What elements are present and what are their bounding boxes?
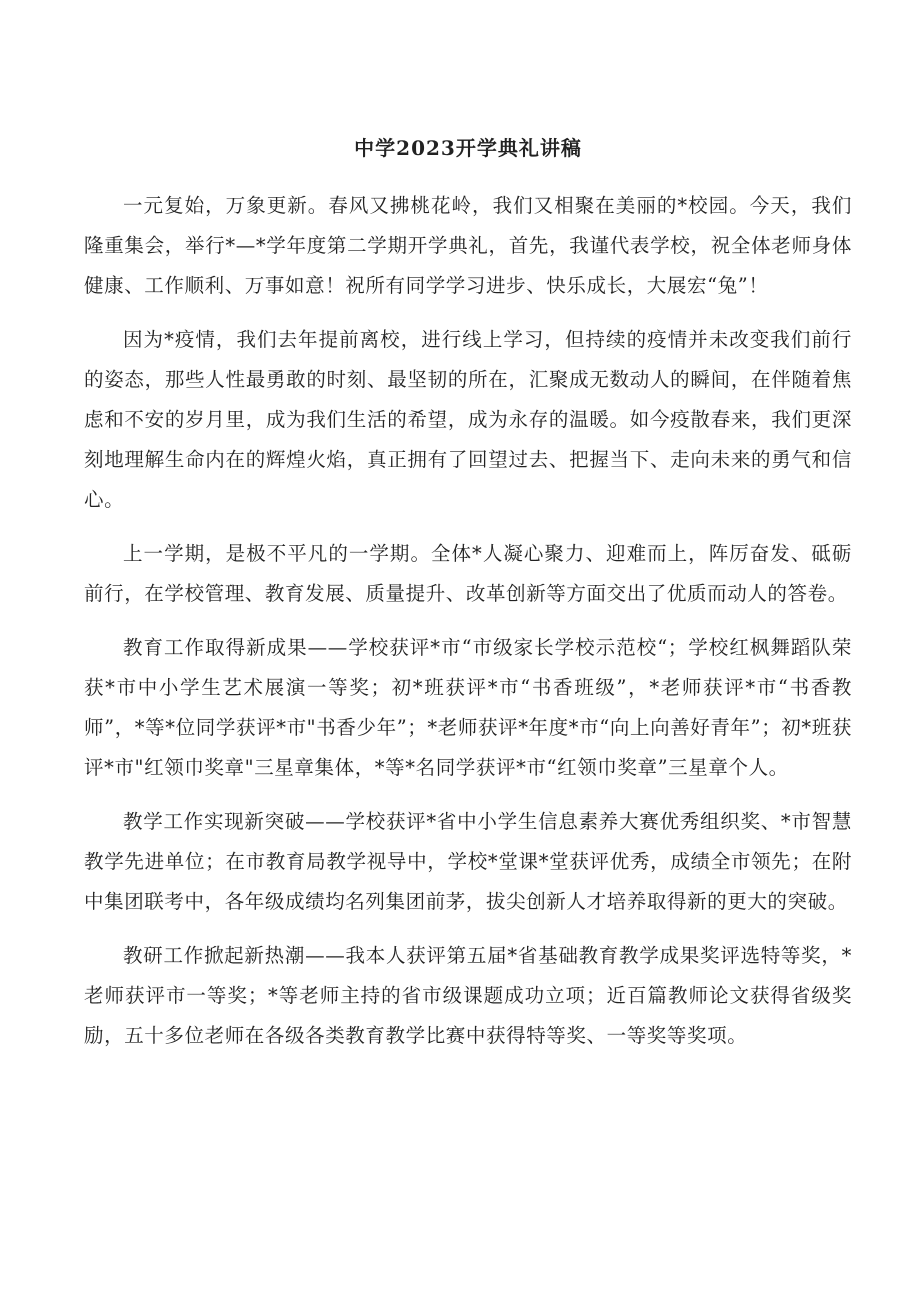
paragraph-teaching-breakthrough: 教学工作实现新突破——学校获评*省中小学生信息素养大赛优秀组织奖、*市智慧教学先进单位；在市教育局教学视导中，学校*堂课*堂获评优秀，成绩全市领先；在附中集团联考中，各年级成绩均名列集团前茅，拔尖创新人才培养取得新的更大的突破。 bbox=[84, 810, 852, 913]
paragraph-opening: 一元复始，万象更新。春风又拂桃花岭，我们又相聚在美丽的*校园。今天，我们隆重集会，举行*—*学年度第二学期开学典礼，首先，我谨代表学校，祝全体老师身体健康、工作顺利、万事如意！祝所有同学学习进步、快乐成长，大展宏“兔”！ bbox=[84, 194, 852, 297]
paragraph-research-upsurge: 教研工作掀起新热潮——我本人获评第五届*省基础教育教学成果奖评选特等奖，*老师获评市一等奖；*等老师主持的省市级课题成功立项；近百篇教师论文获得省级奖励，五十多位老师在各级各类教育教学比赛中获得特等奖、一等奖等奖项。 bbox=[84, 944, 852, 1047]
paragraph-last-semester: 上一学期，是极不平凡的一学期。全体*人凝心聚力、迎难而上，阵厉奋发、砥砺前行，在学校管理、教育发展、质量提升、改革创新等方面交出了优质而动人的答卷。 bbox=[84, 542, 852, 605]
document-page bbox=[84, 130, 852, 1070]
paragraph-education-achievements: 教育工作取得新成果——学校获评*市“市级家长学校示范校“；学校红枫舞蹈队荣获*市中小学生艺术展演一等奖；初*班获评*市“书香班级”，*老师获评*市“书香教师”，*等*位同学获评*市"书香少年”；*老师获评*年度*市“向上向善好青年”；初*班获评*市"红领巾奖章"三星章集体，*等*名同学获评*市“红领巾奖章”三星章个人。 bbox=[84, 636, 852, 779]
paragraph-epidemic: 因为*疫情，我们去年提前离校，进行线上学习，但持续的疫情并未改变我们前行的姿态，那些人性最勇敢的时刻、最坚韧的所在，汇聚成无数动人的瞬间，在伴随着焦虑和不安的岁月里，成为我们生活的希望，成为永存的温暖。如今疫散春来，我们更深刻地理解生命内在的辉煌火焰，真正拥有了回望过去、把握当下、走向未来的勇气和信心。 bbox=[84, 328, 852, 511]
document-title: 中学2023开学典礼讲稿 bbox=[354, 136, 582, 160]
